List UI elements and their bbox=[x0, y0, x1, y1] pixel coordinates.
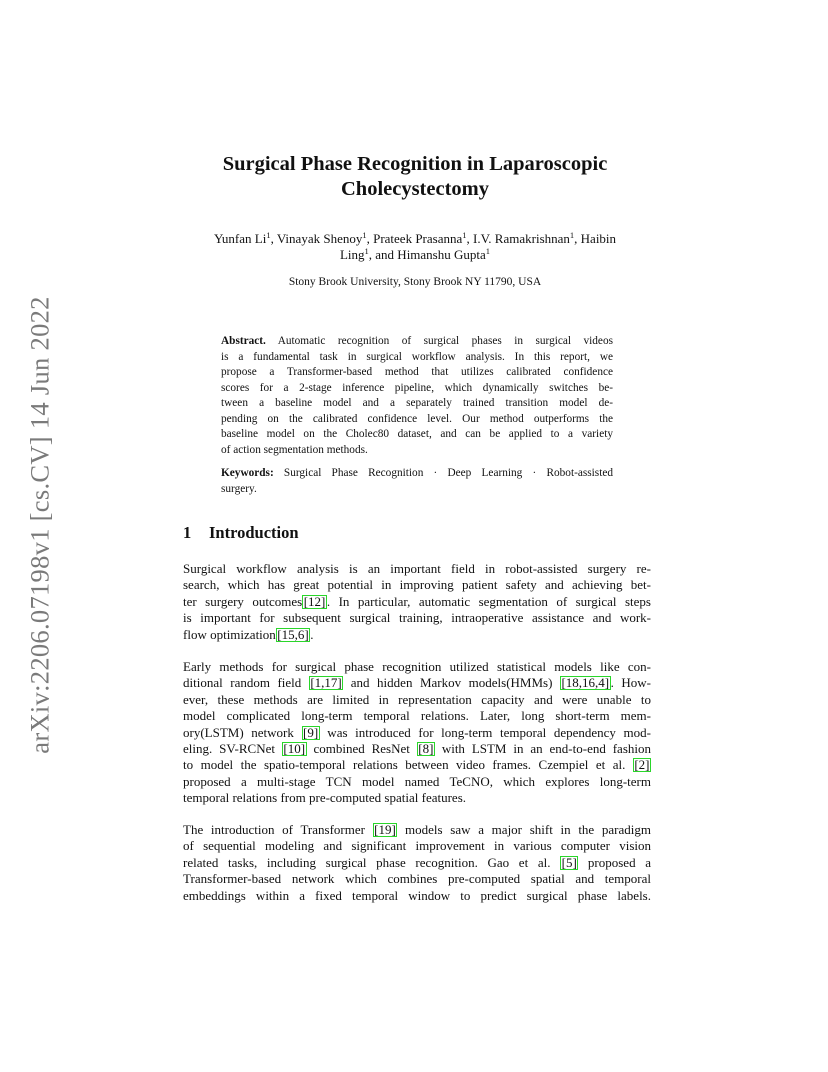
author-name: , Prateek Prasanna bbox=[366, 231, 463, 246]
section-title: Introduction bbox=[209, 523, 299, 542]
paper-title bbox=[160, 152, 670, 202]
paragraph-line bbox=[183, 725, 651, 741]
citation-link[interactable]: [12] bbox=[303, 593, 326, 609]
paragraph-line: proposed a multi-stage TCN model named TeCNO, which explores long-term bbox=[183, 773, 651, 789]
paragraph-line: Early methods for surgical phase recognition utilized statistical models like con- bbox=[183, 659, 651, 674]
text-run: The introduction of Transformer bbox=[183, 822, 373, 837]
paragraph bbox=[183, 822, 651, 904]
title-line: Cholecystectomy bbox=[340, 178, 489, 200]
paragraph-line bbox=[183, 675, 651, 691]
text-run: . In particular, automatic segmentation of surgical steps bbox=[326, 593, 651, 609]
keywords-line: surgery. bbox=[221, 482, 257, 495]
paragraph-line: of sequential modeling and significant improvement in various computer vision bbox=[183, 838, 651, 854]
paragraph-line bbox=[183, 822, 651, 838]
author-list bbox=[160, 231, 670, 263]
affiliation-mark: 1 bbox=[362, 230, 367, 240]
citation-link[interactable]: [18,16,4] bbox=[561, 675, 610, 691]
abstract-line: propose a Transformer-based method that utilizes calibrated confidence bbox=[221, 366, 613, 378]
title-line: Surgical Phase Recognition in Laparoscopic bbox=[222, 153, 608, 175]
paragraph-line: is important for subsequent surgical training, intraoperative assistance and work- bbox=[183, 610, 651, 626]
text-run: eling. SV-RCNet bbox=[183, 741, 282, 757]
author-name: , I.V. Ramakrishnan bbox=[466, 231, 570, 246]
abstract-line: baseline model on the Cholec80 dataset, and can be applied to a variety bbox=[221, 428, 613, 440]
affiliation-mark: 1 bbox=[364, 246, 369, 256]
text-run: and hidden Markov models(HMMs) bbox=[343, 675, 560, 691]
author-name: , Vinayak Shenoy bbox=[270, 231, 363, 246]
citation-link[interactable]: [2] bbox=[634, 757, 650, 773]
author-name: Yunfan Li bbox=[213, 231, 267, 246]
abstract-text: Automatic recognition of surgical phases in surgical videos bbox=[265, 335, 613, 347]
affiliation-mark: 1 bbox=[569, 230, 575, 240]
citation-link[interactable]: [9] bbox=[303, 724, 319, 740]
section-number: 1 bbox=[183, 523, 192, 542]
text-run: to model the spatio-temporal relations between video frames. Czempiel et al. bbox=[183, 757, 633, 773]
affiliation-mark: 1 bbox=[485, 246, 491, 256]
paragraph-line bbox=[183, 627, 651, 643]
text-run: related tasks, including surgical phase recognition. Gao et al. bbox=[183, 854, 561, 870]
text-run: flow optimization bbox=[183, 626, 276, 642]
text-run: ditional random field bbox=[183, 675, 309, 691]
text-run: models saw a major shift in the paradigm bbox=[397, 822, 651, 837]
abstract-label: Abstract. bbox=[221, 335, 266, 347]
abstract-line: of action segmentation methods. bbox=[221, 443, 368, 456]
paragraph-line bbox=[183, 594, 651, 610]
arxiv-stamp: arXiv:2206.07198v1 [cs.CV] 14 Jun 2022 bbox=[24, 296, 55, 754]
section-heading bbox=[183, 523, 299, 543]
text-run: with LSTM in an end-to-end fashion bbox=[434, 741, 652, 757]
keywords-text: Surgical Phase Recognition · Deep Learning · Robot-assisted bbox=[273, 467, 613, 479]
abstract-line: pending on the calibrated confidence level. Our method outperforms the bbox=[221, 412, 613, 425]
author-name: , Haibin bbox=[574, 231, 617, 246]
text-run: ory(LSTM) network bbox=[183, 724, 302, 740]
paragraph-line: model complicated long-term temporal relations. Later, long short-term mem- bbox=[183, 708, 651, 724]
abstract-line: tween a baseline model and a separately trained transition model de- bbox=[221, 397, 613, 409]
text-run: combined ResNet bbox=[306, 741, 417, 757]
affiliation-mark: 1 bbox=[266, 230, 271, 240]
author-line bbox=[160, 231, 670, 247]
author-name: , and Himanshu Gupta bbox=[368, 247, 486, 262]
paragraph-line: Transformer-based network which combines pre-computed spatial and temporal bbox=[183, 871, 651, 887]
abstract-line bbox=[221, 334, 613, 350]
text-run: . bbox=[310, 626, 314, 642]
text-run: proposed a bbox=[578, 854, 651, 870]
author-line bbox=[160, 247, 670, 263]
abstract bbox=[221, 334, 613, 458]
abstract-line: scores for a 2-stage inference pipeline, which dynamically switches be- bbox=[221, 381, 613, 394]
paragraph-line: Surgical workflow analysis is an important field in robot-assisted surgery re- bbox=[183, 561, 651, 576]
keywords bbox=[221, 466, 613, 497]
paragraph-line: embeddings within a fixed temporal window to predict surgical phase labels. bbox=[183, 887, 651, 903]
citation-link[interactable]: [5] bbox=[561, 854, 577, 870]
abstract-line: is a fundamental task in surgical workflow analysis. In this report, we bbox=[221, 350, 613, 363]
citation-link[interactable]: [15,6] bbox=[277, 626, 309, 642]
paragraph-line bbox=[183, 741, 651, 757]
text-run: . How- bbox=[610, 675, 652, 691]
paragraph bbox=[183, 561, 651, 643]
citation-link[interactable]: [10] bbox=[283, 741, 306, 757]
citation-link[interactable]: [19] bbox=[374, 822, 396, 837]
paragraph-line bbox=[183, 757, 651, 773]
text-run: ter surgery outcomes bbox=[183, 593, 303, 609]
paragraph-line: temporal relations from pre-computed spatial features. bbox=[183, 790, 467, 806]
affiliation-mark: 1 bbox=[462, 230, 467, 240]
author-name: Ling bbox=[339, 247, 365, 262]
paragraph-line: search, which has great potential in improving patient safety and achieving bet- bbox=[183, 577, 651, 593]
paragraph-line bbox=[183, 855, 651, 871]
paragraph bbox=[183, 659, 651, 807]
citation-link[interactable]: [8] bbox=[418, 741, 434, 757]
paragraph-line: ever, these methods are limited in representation capacity and were unable to bbox=[183, 691, 651, 707]
text-run: was introduced for long-term temporal dependency mod- bbox=[319, 724, 651, 740]
keywords-line bbox=[221, 466, 613, 482]
keywords-label: Keywords: bbox=[221, 467, 274, 479]
citation-link[interactable]: [1,17] bbox=[310, 675, 342, 691]
affiliation: Stony Brook University, Stony Brook NY 11790, USA bbox=[288, 276, 542, 288]
